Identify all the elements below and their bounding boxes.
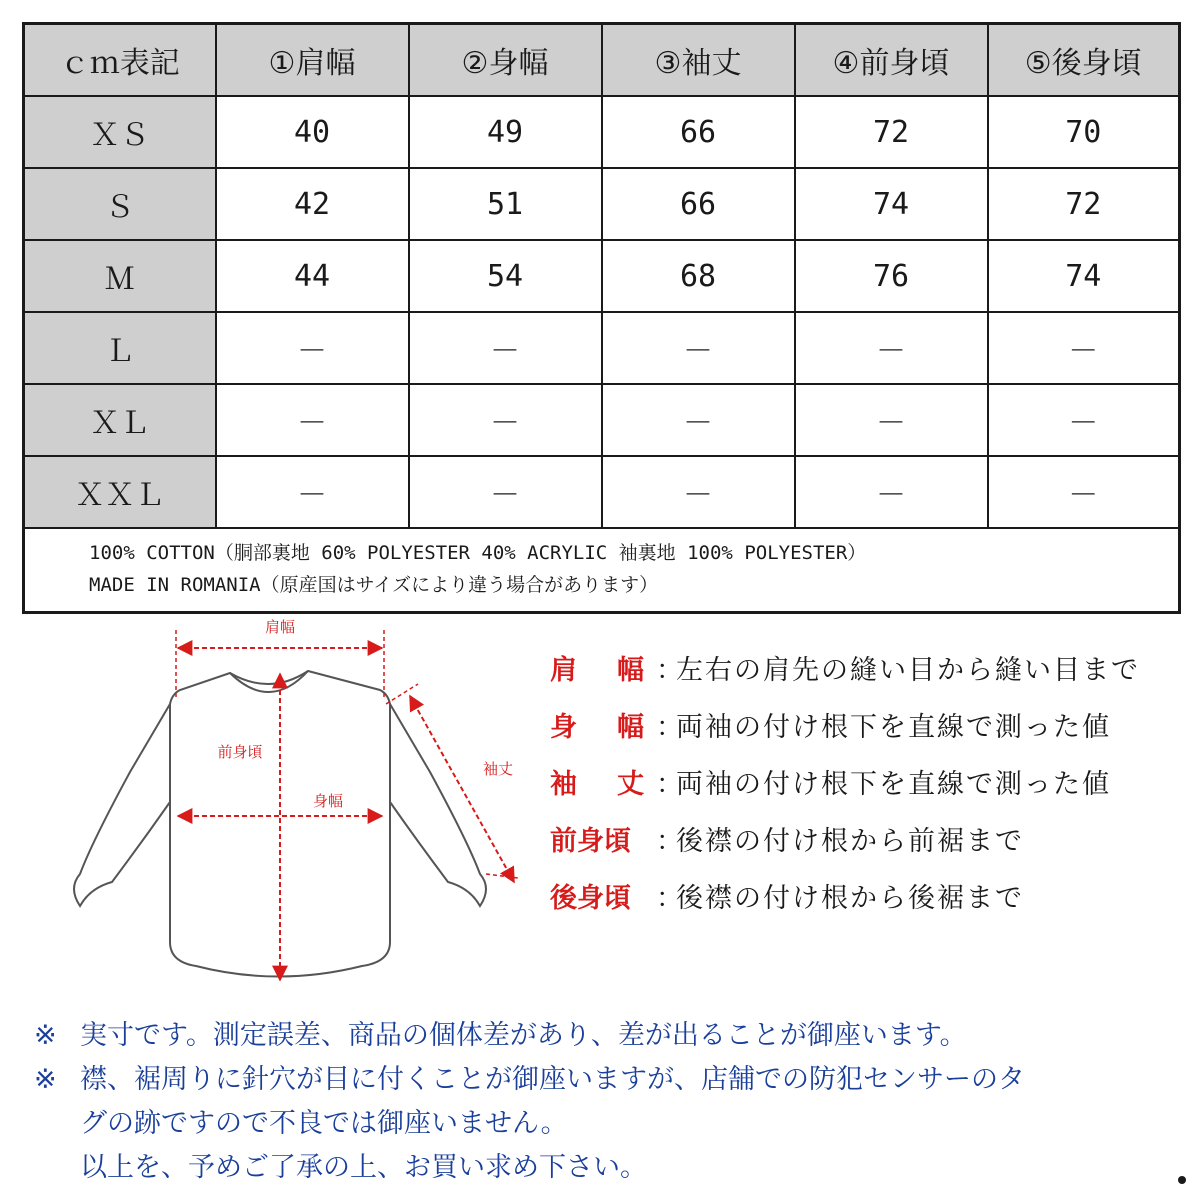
- col-header-front-length: ④前身頃: [795, 24, 988, 97]
- table-cell: －: [216, 384, 409, 456]
- note-mark: ※: [34, 1020, 57, 1051]
- material-info: [24, 528, 1180, 613]
- legend-term: 前身頃: [550, 826, 631, 857]
- col-header-body-width: ②身幅: [409, 24, 602, 97]
- table-row: [24, 456, 1180, 528]
- corner-dot: [1178, 1176, 1186, 1184]
- table-cell: －: [409, 384, 602, 456]
- table-cell: 54: [409, 240, 602, 312]
- table-cell: －: [795, 456, 988, 528]
- garment-measurement-diagram: [40, 612, 560, 1012]
- legend-term: 肩 幅: [550, 655, 644, 686]
- size-label: ＸＬ: [24, 384, 216, 456]
- table-header-row: [24, 24, 1180, 97]
- table-cell: －: [409, 456, 602, 528]
- table-row: [24, 96, 1180, 168]
- table-cell: －: [988, 456, 1180, 528]
- col-header-back-length: ⑤後身頃: [988, 24, 1180, 97]
- table-cell: －: [602, 456, 795, 528]
- note-needle-holes: ※ 襟、裾周りに針穴が目に付くことが御座いますが、店舗での防犯センサーのタ: [34, 1058, 1184, 1102]
- size-label: ＸＳ: [24, 96, 216, 168]
- note-mark: ※: [34, 1064, 57, 1095]
- table-cell: －: [602, 312, 795, 384]
- legend-definition: 左右の肩先の縫い目から縫い目まで: [676, 655, 1140, 686]
- notes: [34, 1014, 1184, 1190]
- table-cell: －: [216, 456, 409, 528]
- sleeve-guide-top: [386, 684, 418, 704]
- shoulder-width-label: 肩幅: [264, 618, 296, 636]
- material-composition: 100% COTTON（胴部裏地 60% POLYESTER 40% ACRYLIC 袖裏地 100% POLYESTER）: [89, 542, 867, 564]
- size-label: ＸＸＬ: [24, 456, 216, 528]
- front-length-label: 前身頃: [217, 743, 263, 761]
- col-header-shoulder-width: ①肩幅: [216, 24, 409, 97]
- legend-definition: 両袖の付け根下を直線で測った値: [676, 769, 1111, 800]
- legend-definition: 両袖の付け根下を直線で測った値: [676, 712, 1111, 743]
- table-cell: －: [988, 384, 1180, 456]
- size-label: Ｌ: [24, 312, 216, 384]
- table-cell: 40: [216, 96, 409, 168]
- size-table: [22, 22, 1181, 614]
- sleeve-guide-bottom: [486, 874, 518, 878]
- legend-term: 袖 丈: [550, 769, 644, 800]
- table-cell: －: [216, 312, 409, 384]
- table-cell: －: [795, 384, 988, 456]
- chest-width-label: 身幅: [312, 792, 344, 810]
- table-cell: －: [409, 312, 602, 384]
- col-header-sleeve-length: ③袖丈: [602, 24, 795, 97]
- note-needle-holes-cont: グの跡ですので不良では御座いません。: [80, 1108, 568, 1139]
- table-cell: 74: [988, 240, 1180, 312]
- table-cell: －: [988, 312, 1180, 384]
- table-cell: 72: [988, 168, 1180, 240]
- table-cell: 72: [795, 96, 988, 168]
- country-of-origin: MADE IN ROMANIA（原産国はサイズにより違う場合があります）: [89, 574, 659, 596]
- table-cell: 51: [409, 168, 602, 240]
- unit-header: ｃｍ表記: [24, 24, 216, 97]
- legend-definition: 後襟の付け根から後裾まで: [676, 883, 1024, 914]
- size-label: Ｍ: [24, 240, 216, 312]
- note-measurement: ※ 実寸です。測定誤差、商品の個体差があり、差が出ることが御座います。: [34, 1014, 1184, 1058]
- table-cell: 42: [216, 168, 409, 240]
- material-row: [24, 528, 1180, 613]
- table-row: [24, 240, 1180, 312]
- legend-definition: 後襟の付け根から前裾まで: [676, 826, 1024, 857]
- legend-term: 後身頃: [550, 883, 631, 914]
- table-cell: 44: [216, 240, 409, 312]
- table-cell: 66: [602, 96, 795, 168]
- table-cell: －: [602, 384, 795, 456]
- table-cell: 68: [602, 240, 795, 312]
- table-cell: 66: [602, 168, 795, 240]
- table-cell: 76: [795, 240, 988, 312]
- table-row: [24, 312, 1180, 384]
- table-row: [24, 168, 1180, 240]
- table-cell: 49: [409, 96, 602, 168]
- table-cell: 70: [988, 96, 1180, 168]
- table-cell: －: [795, 312, 988, 384]
- sleeve-length-arrow: [410, 696, 514, 882]
- note-acknowledgement: 以上を、予めご了承の上、お買い求め下さい。: [80, 1152, 647, 1183]
- sleeve-length-label: 袖丈: [482, 760, 514, 778]
- table-cell: 74: [795, 168, 988, 240]
- size-label: Ｓ: [24, 168, 216, 240]
- collar-outline: [230, 671, 308, 692]
- legend-term: 身 幅: [550, 712, 644, 743]
- table-row: [24, 384, 1180, 456]
